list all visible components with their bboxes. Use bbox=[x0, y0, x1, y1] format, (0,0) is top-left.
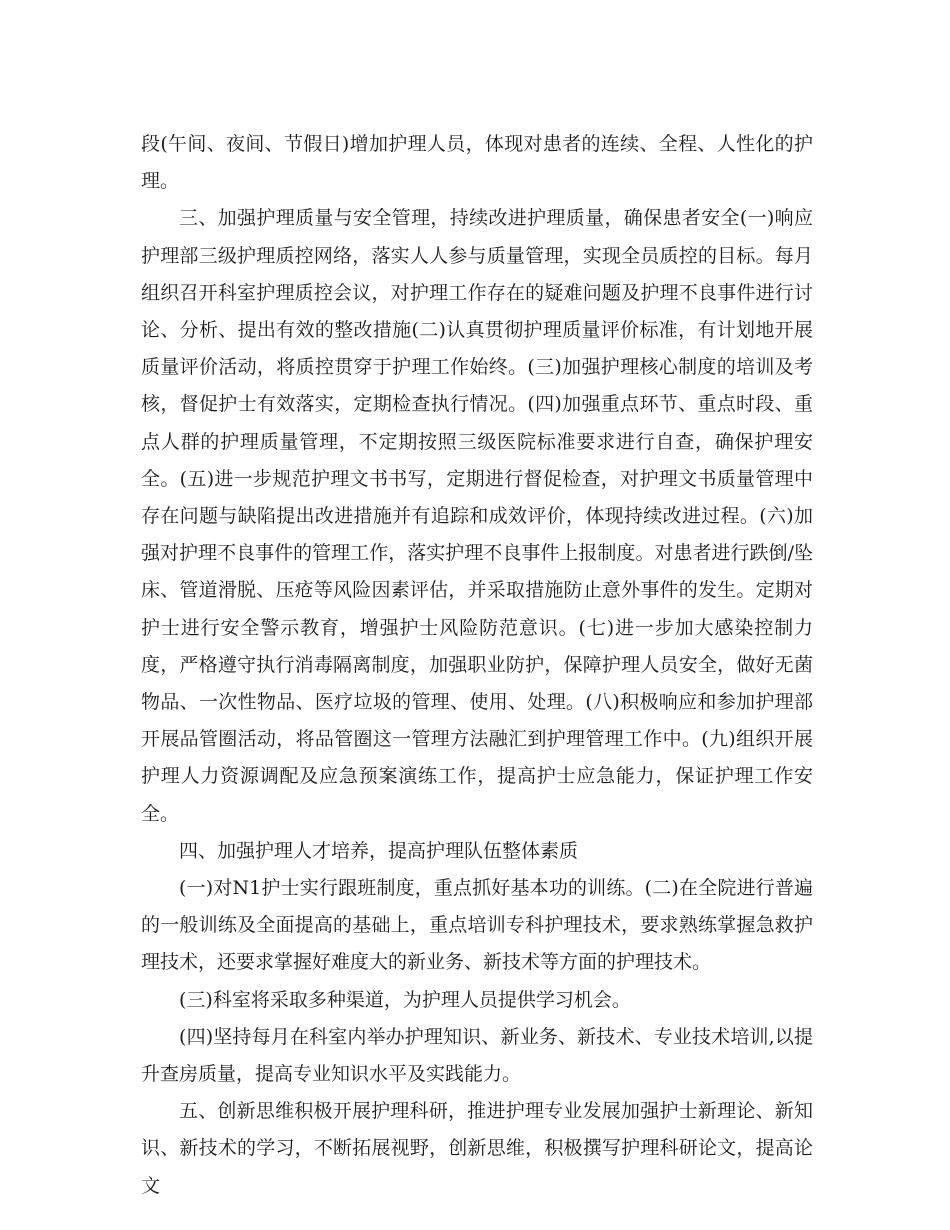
paragraph-4: (一)对N1护士实行跟班制度，重点抓好基本功的训练。(二)在全院进行普遍的一般训练及全面提高的基础上，重点培训专科护理技术，要求熟练掌握急救护理技术，还要求掌握好难度大的新业务、新技术等方面的护理技术。 bbox=[141, 877, 813, 974]
paragraph-5: (三)科室将采取多种渠道，为护理人员提供学习机会。 bbox=[179, 988, 631, 1011]
paragraph-2: 三、加强护理质量与安全管理，持续改进护理质量，确保患者安全(一)响应护理部三级护理质控网络，落实人人参与质量管理，实现全员质控的目标。每月组织召开科室护理质控会议，对护理工作存在的疑难问题及护理不良事件进行讨论、分析、提出有效的整改措施(二)认真贯彻护理质量评价标准，有计划地开展质量评价活动，将质控贯穿于护理工作始终。(三)加强护理核心制度的培训及考核，督促护士有效落实，定期检查执行情况。(四)加强重点环节、重点时段、重点人群的护理质量管理，不定期按照三级医院标准要求进行自查，确保护理安全。(五)进一步规范护理文书书写，定期进行督促检查，对护理文书质量管理中存在问题与缺陷提出改进措施并有追踪和成效评价，体现持续改进过程。(六)加强对护理不良事件的管理工作，落实护理不良事件上报制度。对患者进行跌倒/坠床、管道滑脱、压疮等风险因素评估，并采取措施防止意外事件的发生。定期对护士进行安全警示教育，增强护士风险防范意识。(七)进一步加大感染控制力度，严格遵守执行消毒隔离制度，加强职业防护，保障护理人员安全，做好无菌物品、一次性物品、医疗垃圾的管理、使用、处理。(八)积极响应和参加护理部开展品管圈活动，将品管圈这一管理方法融汇到护理管理工作中。(九)组织开展护理人力资源调配及应急预案演练工作，提高护士应急能力，保证护理工作安全。 bbox=[141, 207, 813, 825]
paragraph-1: 段(午间、夜间、节假日)增加护理人员，体现对患者的连续、全程、人性化的护理。 bbox=[141, 133, 813, 193]
paragraph-6: (四)坚持每月在科室内举办护理知识、新业务、新技术、专业技术培训,以提升查房质量，提高专业知识水平及实践能力。 bbox=[141, 1025, 813, 1086]
document-body bbox=[141, 126, 813, 1205]
paragraph-7: 五、创新思维积极开展护理科研，推进护理专业发展加强护士新理论、新知识、新技术的学习，不断拓展视野，创新思维，积极撰写护理科研论文，提高论文 bbox=[141, 1100, 813, 1197]
paragraph-3-heading: 四、加强护理人才培养，提高护理队伍整体素质 bbox=[179, 839, 579, 862]
